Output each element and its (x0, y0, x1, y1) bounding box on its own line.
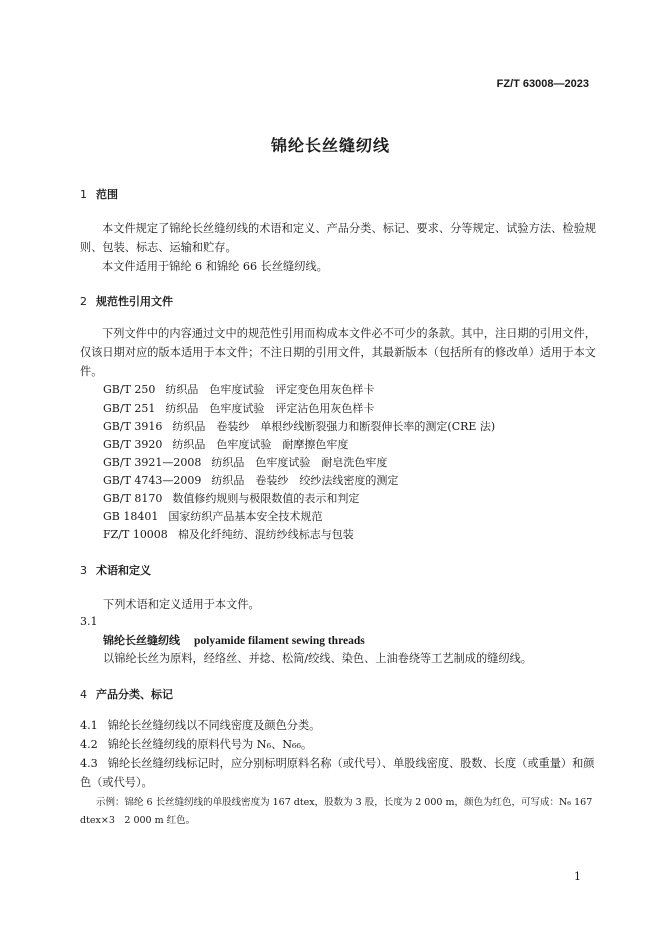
page-number: 1 (574, 870, 581, 883)
term-definition: 以锦纶长丝为原料，经络丝、并捻、松筒/绞线、染色、上油卷绕等工艺制成的缝纫线。 (103, 652, 532, 665)
reference-item: GB/T 251 纺织品 色牢度试验 评定沾色用灰色样卡 (103, 402, 375, 415)
section-2-heading: 2 规范性引用文件 (80, 295, 173, 308)
reference-item: GB/T 8170 数值修约规则与极限数值的表示和判定 (103, 492, 360, 505)
reference-item: GB/T 3921—2008 纺织品 色牢度试验 耐皂洗色牢度 (103, 456, 388, 469)
reference-item: GB/T 4743—2009 纺织品 卷装纱 绞纱法线密度的测定 (103, 474, 399, 487)
section-1-paragraph-2: 本文件适用于锦纶 6 和锦纶 66 长丝缝纫线。 (102, 260, 328, 273)
term-number: 3.1 (80, 615, 98, 628)
reference-item: GB/T 250 纺织品 色牢度试验 评定变色用灰色样卡 (103, 383, 375, 396)
section-4-heading: 4 产品分类、标记 (80, 688, 173, 701)
clause-4-3: 4.3 锦纶长丝缝纫线标记时，应分别标明原料名称（或代号）、单股线密度、股数、长度（或重量）和颜色（或代号）。 (80, 757, 595, 789)
reference-item: GB/T 3916 纺织品 卷装纱 单根纱线断裂强力和断裂伸长率的测定(CRE 法) (103, 420, 496, 433)
marking-example: 示例：锦纶 6 长丝缝纫线的单股线密度为 167 dtex，股数为 3 股，长度为 2 000 m，颜色为红色，可写成：N₆ 167 dtex×3 2 000 m 红色。 (80, 797, 593, 826)
clause-4-1: 4.1 锦纶长丝缝纫线以不同线密度及颜色分类。 (80, 719, 321, 732)
section-3-intro: 下列术语和定义适用于本文件。 (103, 598, 260, 611)
section-1-heading: 1 范围 (80, 188, 118, 201)
section-1-paragraph-1: 本文件规定了锦纶长丝缝纫线的术语和定义、产品分类、标记、要求、分等规定、试验方法、检验规则、包装、标志、运输和贮存。 (80, 222, 596, 254)
standard-number: FZ/T 63008—2023 (496, 78, 589, 90)
reference-item: FZ/T 10008 棉及化纤纯纺、混纺纱线标志与包装 (103, 528, 354, 541)
section-3-heading: 3 术语和定义 (80, 564, 151, 577)
reference-item: GB 18401 国家纺织产品基本安全技术规范 (103, 510, 323, 523)
clause-4-2: 4.2 锦纶长丝缝纫线的原料代号为 N₆、N₆₆。 (80, 738, 313, 751)
document-title: 锦纶长丝缝纫线 (270, 136, 390, 155)
section-2-intro: 下列文件中的内容通过文中的规范性引用而构成本文件必不可少的条款。其中，注日期的引用文件，仅该日期对应的版本适用于本文件；不注日期的引用文件，其最新版本（包括所有的修改单）适用于本文件。 (80, 327, 596, 378)
reference-item: GB/T 3920 纺织品 色牢度试验 耐摩擦色牢度 (103, 438, 349, 451)
term-entry: 锦纶长丝缝纫线 polyamide filament sewing threads (103, 634, 365, 647)
